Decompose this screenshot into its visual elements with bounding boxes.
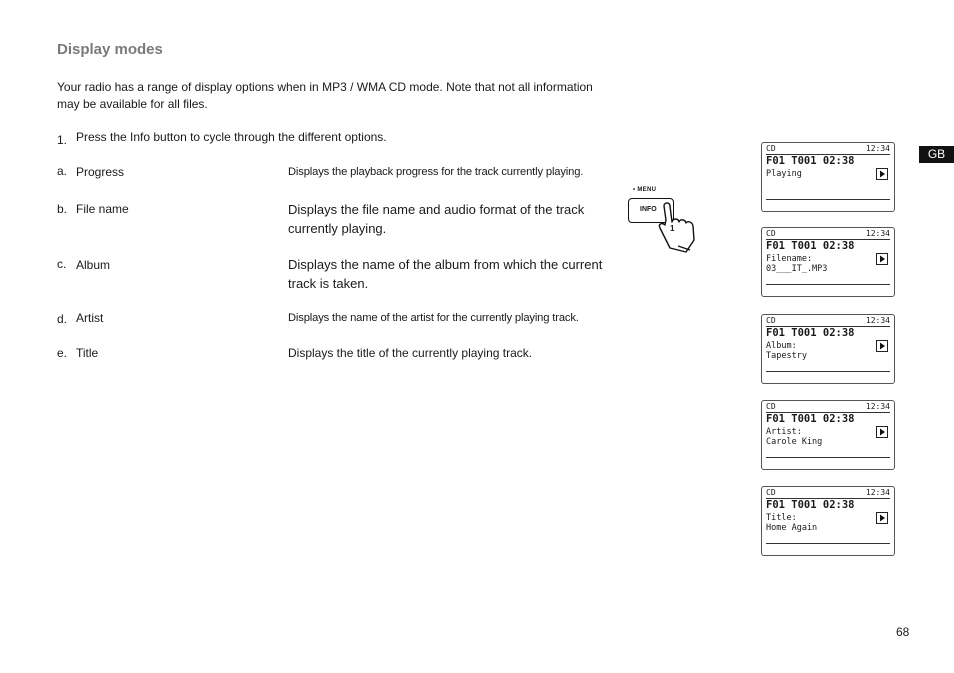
item-letter-artist: d. (57, 312, 68, 326)
item-label-artist: Artist (76, 311, 104, 325)
lcd-clock: 12:34 (865, 316, 890, 325)
lcd-clock: 12:34 (865, 402, 890, 411)
lcd-line-2: 03___IT_.MP3 (766, 264, 828, 274)
play-icon (876, 512, 888, 524)
lcd-source: CD (766, 402, 776, 411)
item-label-album: Album (76, 258, 111, 272)
lcd-status: F01 T001 02:38 (766, 240, 855, 252)
play-icon (876, 168, 888, 180)
lcd-status: F01 T001 02:38 (766, 327, 855, 339)
play-icon (876, 253, 888, 265)
step-text: Press the Info button to cycle through the different options. (76, 130, 387, 144)
lcd-line-1: Playing (766, 169, 802, 179)
item-desc-artist: Displays the name of the artist for the currently playing track. (288, 312, 579, 324)
page-heading: Display modes (57, 41, 163, 58)
item-letter-title: e. (57, 346, 68, 360)
lcd-top-bar (766, 144, 890, 155)
play-icon (876, 340, 888, 352)
lcd-source: CD (766, 316, 776, 325)
region-badge: GB (919, 146, 954, 163)
lcd-clock: 12:34 (865, 488, 890, 497)
page-number: 68 (896, 625, 910, 639)
lcd-screen-title (761, 486, 895, 556)
item-label-file-name: File name (76, 202, 129, 216)
lcd-line-2: Carole King (766, 437, 823, 447)
lcd-status: F01 T001 02:38 (766, 413, 855, 425)
lcd-line-1: Filename: (766, 254, 813, 264)
lcd-source: CD (766, 144, 776, 153)
item-desc-album: Displays the name of the album from which the current track is taken. (288, 257, 603, 291)
intro-paragraph: Your radio has a range of display options when in MP3 / WMA CD mode. Note that not all information may be available for all files. (57, 80, 593, 111)
item-letter-progress: a. (57, 164, 68, 178)
lcd-source: CD (766, 229, 776, 238)
lcd-top-bar (766, 402, 890, 413)
step-number: 1. (57, 133, 68, 147)
lcd-screen-progress (761, 142, 895, 212)
lcd-line-1: Title: (766, 513, 797, 523)
lcd-progress-line (766, 457, 890, 458)
lcd-screen-album (761, 314, 895, 384)
item-desc-file-name: Displays the file name and audio format of the track currently playing. (288, 202, 585, 236)
item-desc-title: Displays the title of the currently playing track. (288, 346, 533, 360)
lcd-line-1: Album: (766, 341, 797, 351)
item-letter-file-name: b. (57, 202, 68, 216)
lcd-source: CD (766, 488, 776, 497)
lcd-progress-line (766, 284, 890, 285)
lcd-line-2: Home Again (766, 523, 818, 533)
lcd-top-bar (766, 229, 890, 240)
lcd-screen-file-name (761, 227, 895, 297)
lcd-status: F01 T001 02:38 (766, 155, 855, 167)
lcd-top-bar (766, 316, 890, 327)
lcd-line-2: Tapestry (766, 351, 807, 361)
lcd-progress-line (766, 371, 890, 372)
item-label-progress: Progress (76, 165, 125, 179)
lcd-progress-line (766, 199, 890, 200)
lcd-line-1: Artist: (766, 427, 802, 437)
lcd-screen-artist (761, 400, 895, 470)
info-label: INFO (640, 206, 657, 213)
item-letter-album: c. (57, 257, 67, 271)
item-desc-progress: Displays the playback progress for the track currently playing. (288, 166, 584, 178)
lcd-top-bar (766, 488, 890, 499)
play-icon (876, 426, 888, 438)
lcd-clock: 12:34 (865, 144, 890, 153)
menu-label: • MENU (633, 187, 657, 193)
step-marker: 1 (670, 224, 675, 233)
pointing-hand-icon (656, 200, 698, 256)
lcd-clock: 12:34 (865, 229, 890, 238)
info-button-illustration (626, 186, 701, 256)
lcd-status: F01 T001 02:38 (766, 499, 855, 511)
item-label-title: Title (76, 346, 99, 360)
lcd-progress-line (766, 543, 890, 544)
